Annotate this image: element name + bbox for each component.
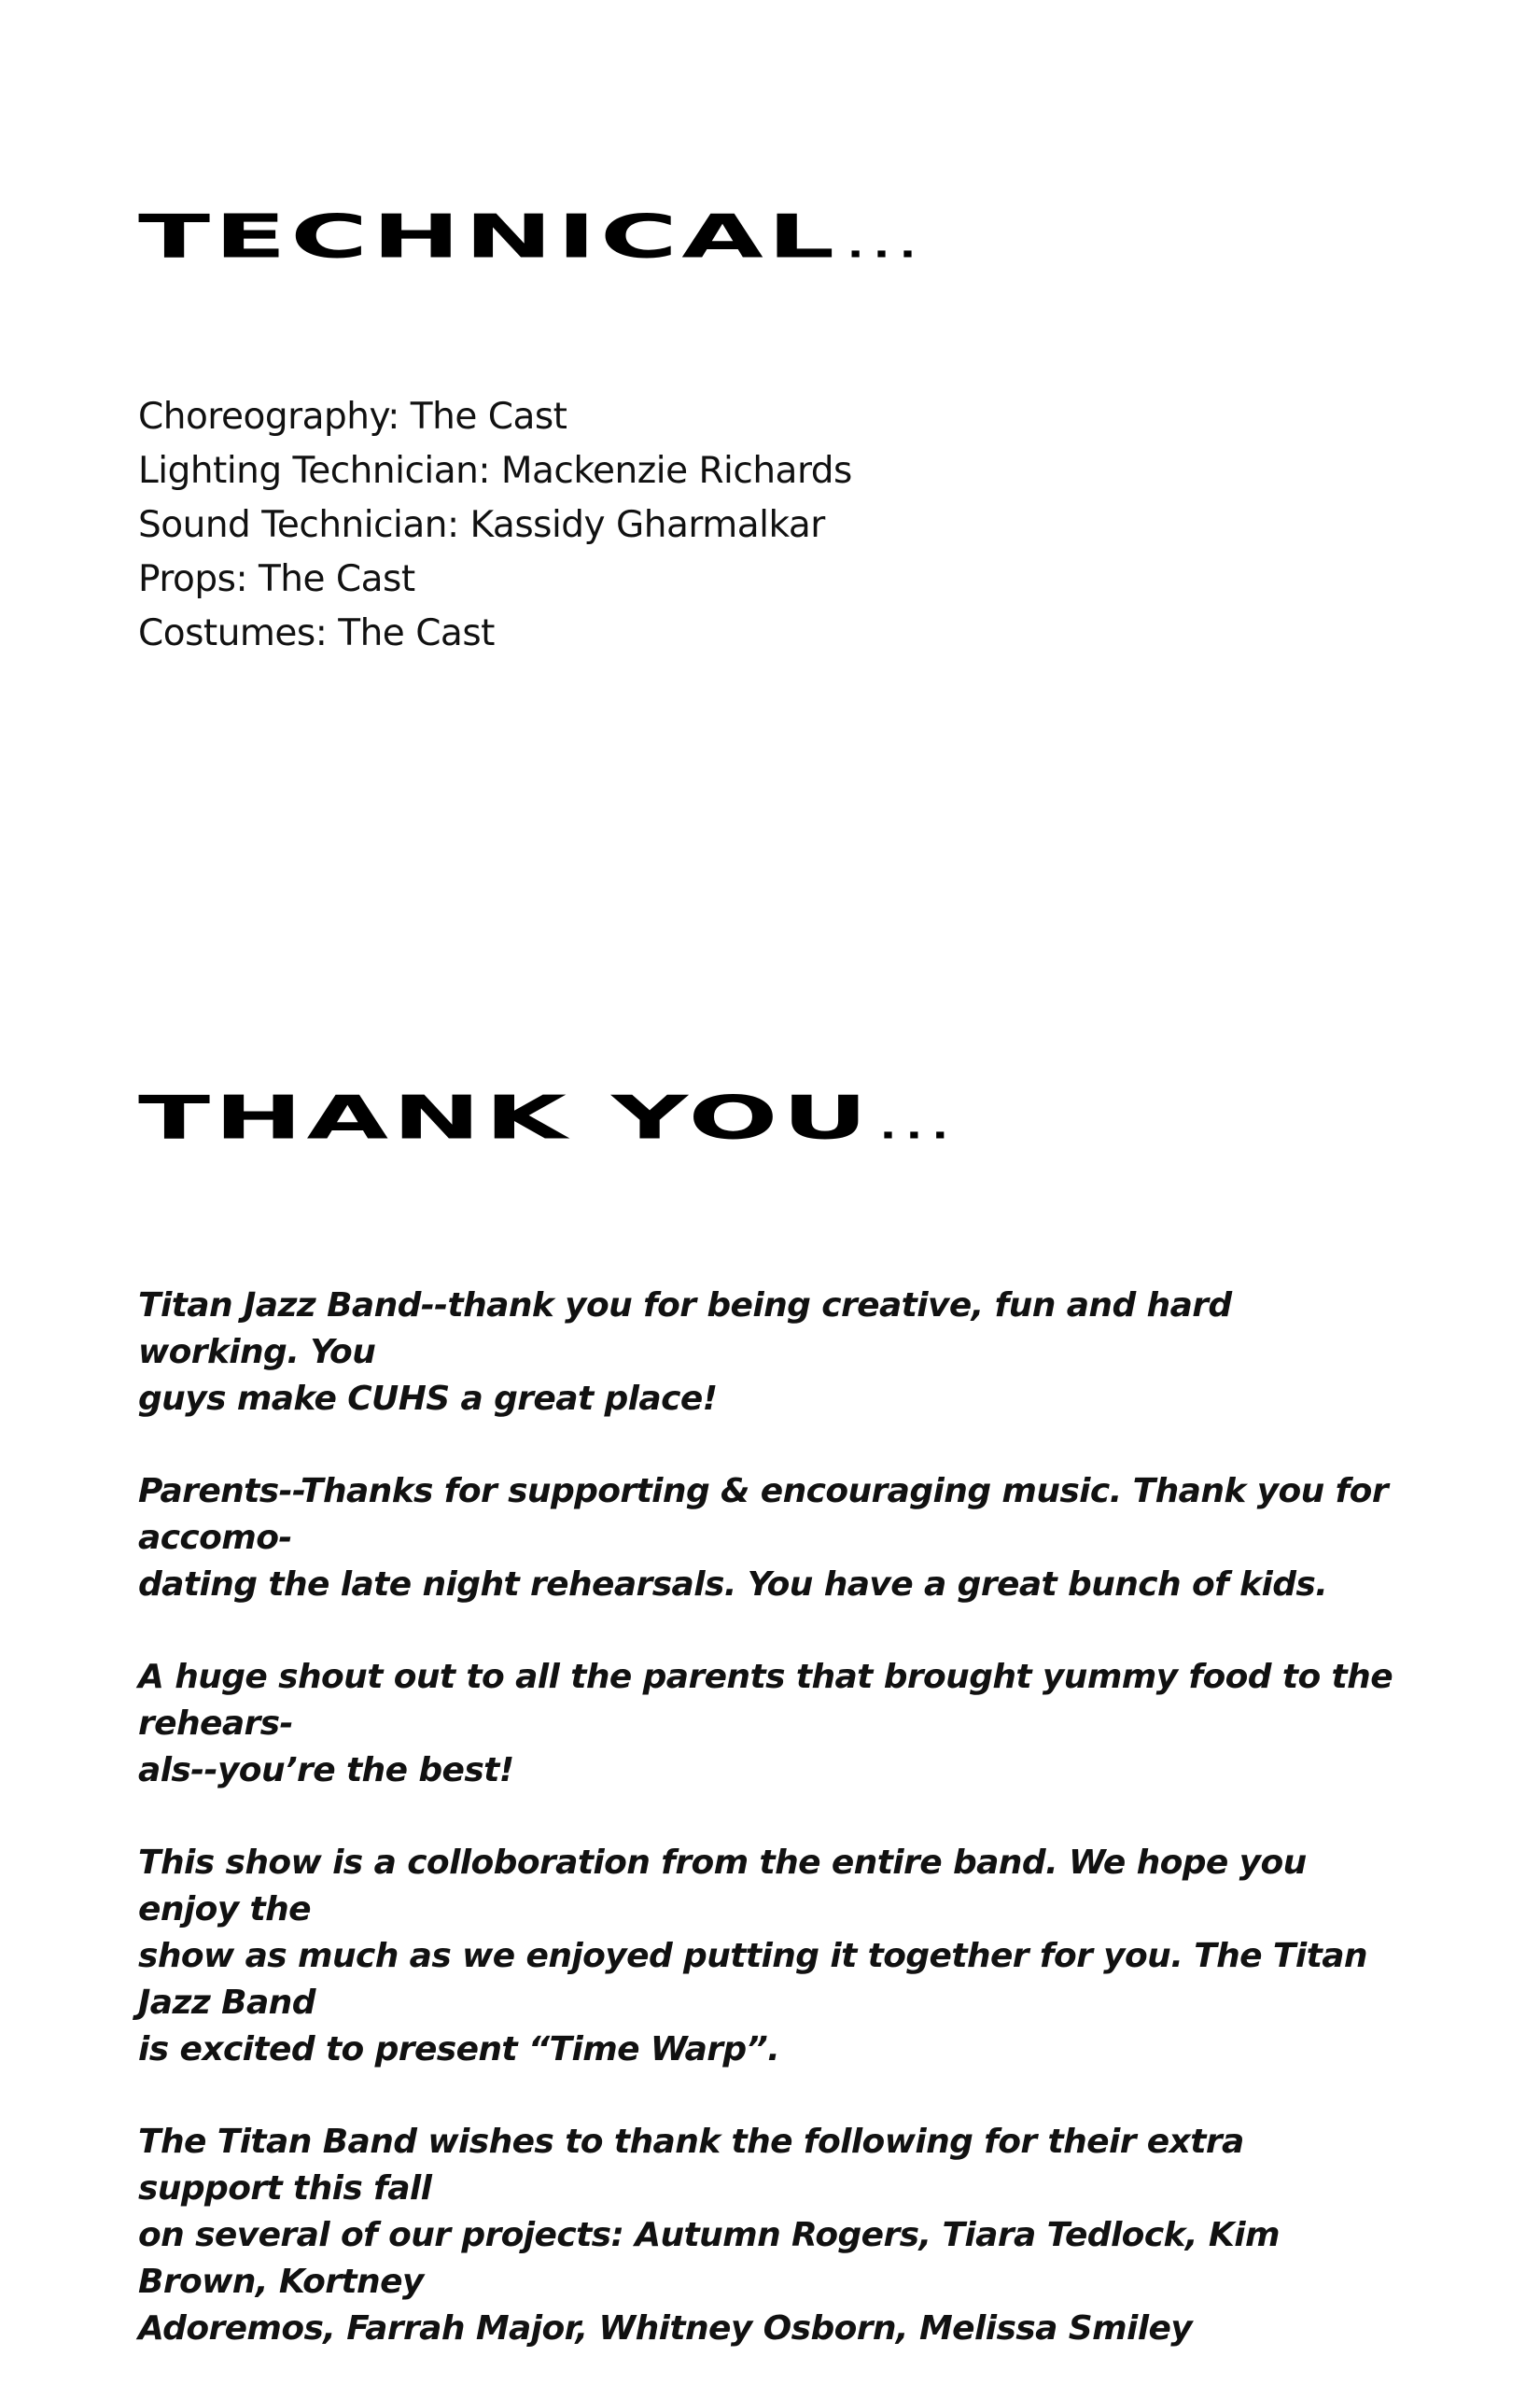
thanks-body bbox=[138, 1283, 1398, 2398]
credit-lighting: Lighting Technician: Mackenzie Richards bbox=[138, 450, 852, 492]
thanks-paragraph-supporters: The Titan Band wishes to thank the following for their extra support this fall on several of our projects: Autumn Rogers, Tiara Tedlock, Kim Brown, Kortney Adoremos, Farrah Major, Whitney Osborn, Melissa Smiley bbox=[138, 2123, 1280, 2348]
thanks-dots: ... bbox=[879, 1105, 959, 1147]
thanks-paragraph-band: Titan Jazz Band--thank you for being creative, fun and hard working. You guys make CUHS a great place! bbox=[138, 1286, 1232, 1418]
thanks-paragraph-parents: Parents--Thanks for supporting & encouraging music. Thank you for accomo- dating the late night rehearsals. You have a great bunch of kids. bbox=[138, 1472, 1388, 1604]
credit-props: Props: The Cast bbox=[138, 558, 415, 600]
technical-dots: ... bbox=[847, 224, 925, 266]
credit-costumes: Costumes: The Cast bbox=[138, 612, 495, 654]
credit-sound: Sound Technician: Kassidy Gharmalkar bbox=[138, 504, 825, 546]
thanks-heading bbox=[138, 1084, 991, 1153]
credit-choreography: Choreography: The Cast bbox=[138, 396, 567, 438]
technical-credits-list bbox=[138, 390, 852, 661]
thanks-title: THANK YOU bbox=[138, 1084, 873, 1153]
technical-title: TECHNICAL bbox=[138, 203, 839, 272]
thanks-paragraph-show: This show is a colloboration from the entire band. We hope you enjoy the show as much as we enjoyed putting it together for you. The Titan Jazz Band is excited to present “Time Warp”. bbox=[138, 1844, 1367, 2068]
technical-heading bbox=[138, 203, 959, 272]
thanks-paragraph-food: A huge shout out to all the parents that brought yummy food to the rehears- als--you’re the best! bbox=[138, 1658, 1393, 1789]
